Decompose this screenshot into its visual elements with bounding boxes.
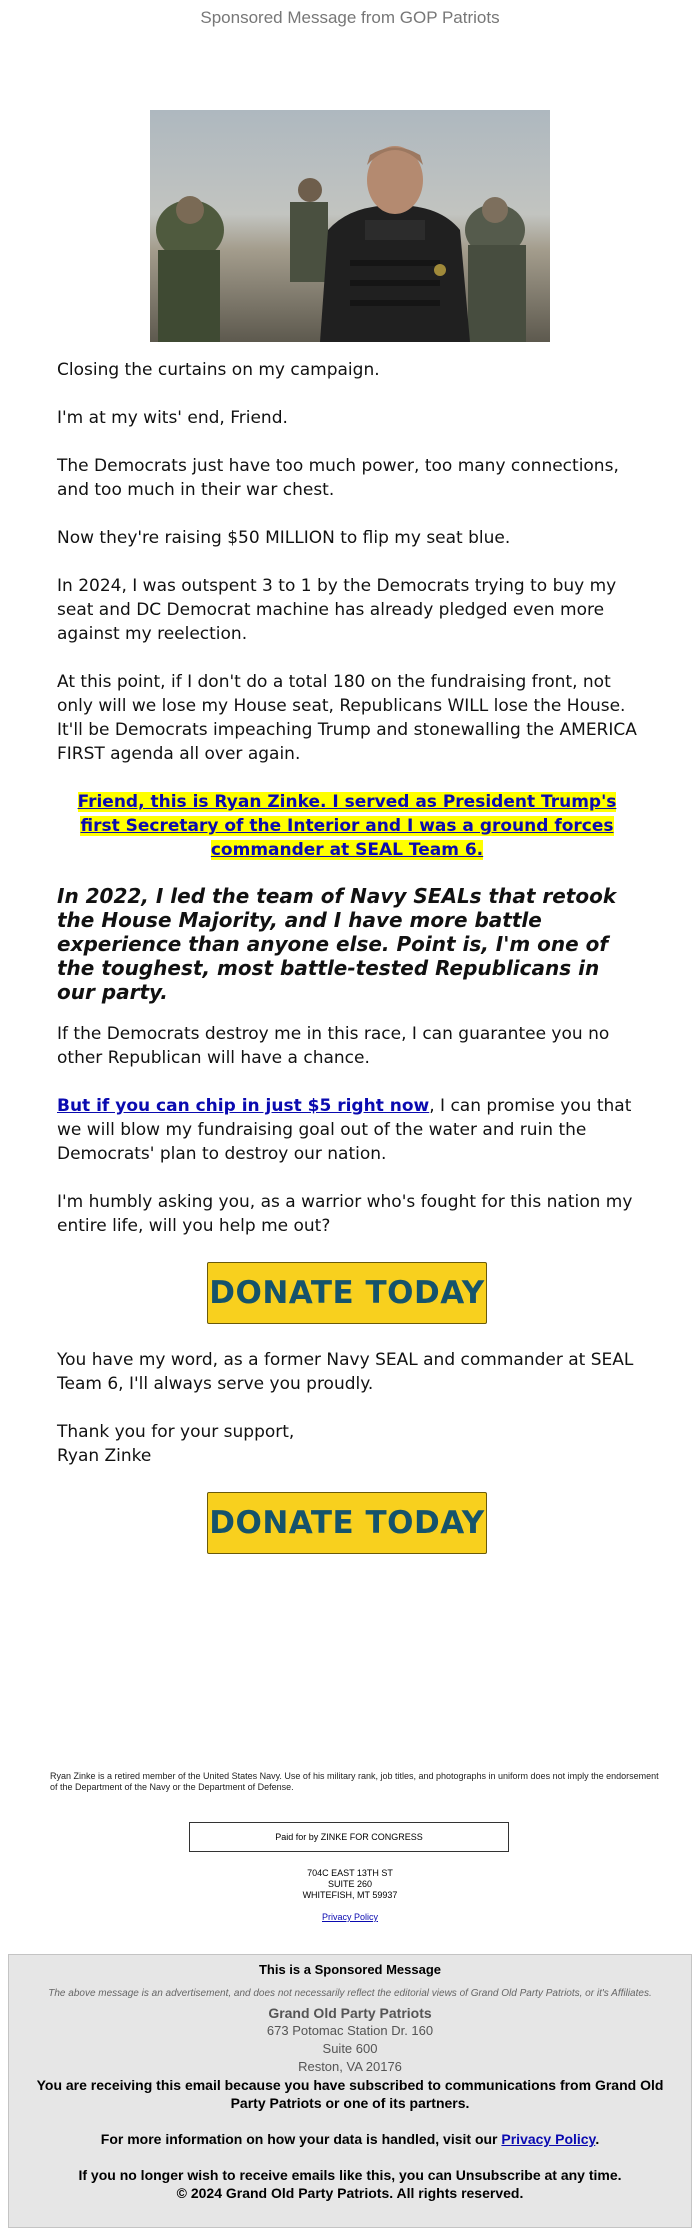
letter-body bbox=[57, 358, 637, 1578]
address-line: WHITEFISH, MT 59937 bbox=[302, 1890, 398, 1900]
chip-in-link[interactable]: But if you can chip in just $5 right now bbox=[57, 1096, 430, 1116]
highlight-link[interactable]: Friend, this is Ryan Zinke. I served as President Trump's first Secretary of the Interior and I was a ground forces commander at SEAL Team 6. bbox=[77, 792, 617, 860]
paragraph: Closing the curtains on my campaign. bbox=[57, 360, 380, 380]
signoff bbox=[57, 1420, 637, 1468]
address-line: 704C EAST 13TH ST bbox=[307, 1868, 393, 1878]
donate-button[interactable]: DONATE TODAY bbox=[207, 1492, 487, 1554]
footer-title: This is a Sponsored Message bbox=[258, 1962, 442, 1977]
paragraph: I'm at my wits' end, Friend. bbox=[57, 408, 288, 428]
privacy-policy-link[interactable]: Privacy Policy bbox=[321, 1912, 378, 1922]
paragraph: In 2024, I was outspent 3 to 1 by the Democrats trying to buy my seat and DC Democrat machine has already pledged even more against my reelection. bbox=[57, 576, 617, 644]
footer-address-line: Suite 600 bbox=[322, 2041, 378, 2056]
campaign-photo-image bbox=[150, 110, 550, 342]
footer-privacy-link[interactable]: Privacy Policy bbox=[501, 2131, 596, 2147]
footer-address-line: Reston, VA 20176 bbox=[298, 2059, 402, 2074]
paragraph: I'm humbly asking you, as a warrior who's fought for this nation my entire life, will you help me out? bbox=[57, 1192, 633, 1236]
footer-info-text bbox=[19, 2130, 681, 2148]
footer-info-suffix: . bbox=[595, 2131, 600, 2147]
footer-copyright: © 2024 Grand Old Party Patriots. All rights reserved. bbox=[176, 2185, 524, 2201]
signature-name: Ryan Zinke bbox=[57, 1446, 152, 1466]
paragraph: Now they're raising $50 MILLION to flip my seat blue. bbox=[57, 528, 511, 548]
bold-italic-paragraph: In 2022, I led the team of Navy SEALs that retook the House Majority, and I have more battle experience than anyone else. Point is, I'm one of the toughest, most battle-tested Republicans in our party. bbox=[57, 884, 617, 1004]
paragraph-text: , I can promise you that we will blow my fundraising goal out of the water and ruin the Democrats' plan to destroy our nation. bbox=[57, 1096, 632, 1164]
paragraph: At this point, if I don't do a total 180 on the fundraising front, not only will we lose my House seat, Republicans WILL lose the House. It'll be Democrats impeaching Trump and stonewalling the AMERICA FIRST agenda all over again. bbox=[57, 672, 637, 764]
signoff-line: Thank you for your support, bbox=[57, 1422, 295, 1442]
paid-for-box: Paid for by ZINKE FOR CONGRESS bbox=[189, 1822, 509, 1852]
paragraph: The Democrats just have too much power, too many connections, and too much in their war chest. bbox=[57, 456, 619, 500]
donate-row bbox=[57, 1262, 637, 1324]
sponsor-footer bbox=[8, 1954, 692, 2228]
sponsor-header: Sponsored Message from GOP Patriots bbox=[200, 8, 500, 27]
paragraph: If the Democrats destroy me in this race, I can guarantee you no other Republican will have a chance. bbox=[57, 1024, 610, 1068]
privacy-row bbox=[0, 1912, 700, 1923]
footer-unsubscribe-text: If you no longer wish to receive emails like this, you can Unsubscribe at any time. bbox=[78, 2167, 622, 2183]
campaign-photo[interactable] bbox=[150, 110, 550, 342]
highlight-paragraph bbox=[57, 790, 637, 862]
footer-subscribed-text: You are receiving this email because you have subscribed to communications from Grand Old Party Patriots or one of its partners. bbox=[36, 2077, 664, 2111]
paragraph: You have my word, as a former Navy SEAL and commander at SEAL Team 6, I'll always serve you proudly. bbox=[57, 1350, 634, 1394]
address-line: SUITE 260 bbox=[327, 1879, 373, 1889]
campaign-address bbox=[0, 1868, 700, 1901]
footer-org-name: Grand Old Party Patriots bbox=[268, 2005, 432, 2021]
footer-address-line: 673 Potomac Station Dr. 160 bbox=[266, 2023, 434, 2038]
footer-note: The above message is an advertisement, and does not necessarily reflect the editorial views of Grand Old Party Patriots, or it's Affiliates. bbox=[48, 1988, 652, 1999]
donate-button[interactable]: DONATE TODAY bbox=[207, 1262, 487, 1324]
donate-row bbox=[57, 1492, 637, 1554]
footer-info-prefix: For more information on how your data is handled, visit our bbox=[100, 2131, 502, 2147]
paragraph bbox=[57, 1094, 637, 1166]
navy-disclaimer: Ryan Zinke is a retired member of the United States Navy. Use of his military rank, job titles, and photographs in uniform does not imply the endorsement of the Department of the Navy or the Department of Defense. bbox=[50, 1771, 659, 1792]
